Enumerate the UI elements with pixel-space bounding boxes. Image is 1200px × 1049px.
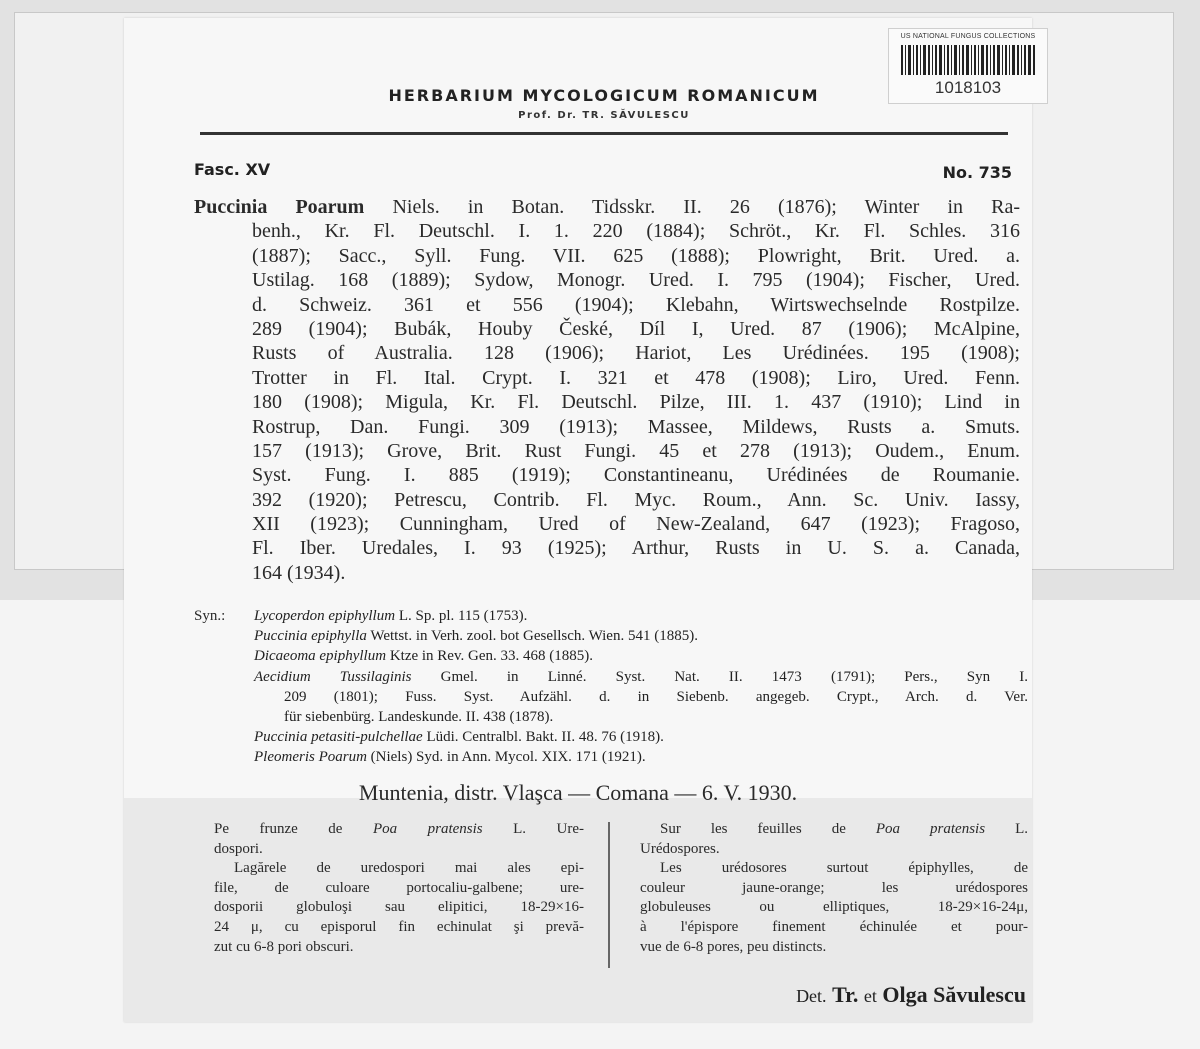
description-line: Lagărele de uredospori mai ales epi- [234,860,584,877]
species-line: Ustilag. 168 (1889); Sydow, Monogr. Ured. I. 795 (1904); Fischer, Ured. [252,269,1020,292]
determiner-name-2: Olga Săvulescu [882,982,1026,1007]
description-line: Urédospores. [640,840,720,857]
species-line: XII (1923); Cunningham, Ured of New-Zealand, 647 (1923); Fragoso, [252,513,1020,536]
barcode-number: 1018103 [934,78,1002,97]
description-line: dospori. [214,840,263,857]
description-line: Les urédosores surtout épiphylles, de [660,860,1028,877]
species-line: 392 (1920); Petrescu, Contrib. Fl. Myc. Roum., Ann. Sc. Univ. Iassy, [252,488,1020,511]
column-divider [608,822,610,968]
species-line: (1887); Sacc., Syll. Fung. VII. 625 (1888); Plowright, Brit. Ured. a. [252,244,1020,267]
species-line: d. Schweiz. 361 et 556 (1904); Klebahn, Wirtswechselnde Rostpilze. [252,293,1020,316]
collection-locality: Muntenia, distr. Vlaşca — Comana — 6. V. 1930. [358,780,798,805]
description-line: dosporii globuloşi sau elipitici, 18-29×16- [214,899,584,916]
description-line: à l'épispore finement échinulée et pour- [640,918,1028,935]
species-citation [194,195,1020,585]
description-line: Pe frunze de Poa pratensis L. Ure- [214,821,585,837]
herbarium-title: HERBARIUM MYCOLOGICUM ROMANICUM [388,86,820,105]
herbarium-subtitle: Prof. Dr. TR. SĂVULESCU [518,110,690,121]
species-line: Syst. Fung. I. 885 (1919); Constantineanu, Urédinées de Roumanie. [252,464,1020,487]
barcode-institution: US NATIONAL FUNGUS COLLECTIONS [900,33,1036,40]
exsiccata-number: No. 735 [942,163,1012,182]
species-line: Fl. Iber. Uredales, I. 93 (1925); Arthur, Rusts in U. S. a. Canada, [252,537,1020,560]
description-romanian [214,820,584,957]
synonyms-label: Syn.: [194,608,226,624]
barcode-icon [901,45,1035,75]
synonym-item: 209 (1801); Fuss. Syst. Aufzähl. d. in Siebenb. angegeb. Crypt., Arch. d. Ver. [284,688,1028,705]
synonym-item: für siebenbürg. Landeskunde. II. 438 (1878). [284,708,554,725]
synonym-item: Lycoperdon epiphyllum L. Sp. pl. 115 (1753). [254,608,528,624]
determiner-line [700,982,1026,1008]
synonyms-list [254,606,1028,768]
species-line: Rusts of Australia. 128 (1906); Hariot, Les Urédinées. 195 (1908); [252,342,1020,365]
description-line: zut cu 6-8 pori obscuri. [214,938,354,955]
description-line: couleur jaune-orange; les urédospores [640,879,1028,896]
description-line: file, de culoare portocaliu-galbene; ure- [214,879,584,896]
synonym-item: Dicaeoma epiphyllum Ktze in Rev. Gen. 33. 468 (1885). [254,648,593,665]
determiner-name-1: Tr. [832,982,859,1007]
synonym-item: Aecidium Tussilaginis Gmel. in Linné. Syst. Nat. II. 1473 (1791); Pers., Syn I. [254,668,1028,685]
description-french [640,820,1028,957]
species-line: Trotter in Fl. Ital. Crypt. I. 321 et 478 (1908); Liro, Ured. Fenn. [252,366,1020,389]
description-line: globuleuses ou elliptiques, 18-29×16-24μ, [640,899,1028,916]
synonym-item: Pleomeris Poarum (Niels) Syd. in Ann. Mycol. XIX. 171 (1921). [254,749,646,766]
species-line: Rostrup, Dan. Fungi. 309 (1913); Massee, Mildews, Rusts a. Smuts. [252,415,1020,438]
determiner-prefix: Det. [796,986,827,1006]
description-line: Sur les feuilles de Poa pratensis L. [660,821,1028,837]
determiner-connector: et [863,986,877,1006]
synonym-item: Puccinia epiphylla Wettst. in Verh. zool. bot Gesellsch. Wien. 541 (1885). [254,628,698,645]
species-line: 157 (1913); Grove, Brit. Rust Fungi. 45 et 278 (1913); Oudem., Enum. [252,439,1020,462]
description-line: 24 μ, cu episporul fin echinulat şi prevă- [214,918,584,935]
species-line: Puccinia Poarum Niels. in Botan. Tidsskr. II. 26 (1876); Winter in Ra- [194,196,1021,218]
header-rule [200,132,1008,135]
description-line: vue de 6-8 pores, peu distincts. [640,938,827,955]
species-line: benh., Kr. Fl. Deutschl. I. 1. 220 (1884); Schröt., Kr. Fl. Schles. 316 [252,220,1020,243]
species-name: Puccinia Poarum [194,196,365,218]
species-line: 180 (1908); Migula, Kr. Fl. Deutschl. Pilze, III. 1. 437 (1910); Lind in [252,391,1020,414]
synonym-item: Puccinia petasiti-pulchellae Lüdi. Centralbl. Bakt. II. 48. 76 (1918). [254,729,664,746]
fascicle-label: Fasc. XV [194,160,271,179]
species-line: 164 (1934). [252,561,346,584]
species-line: 289 (1904); Bubák, Houby České, Díl I, Ured. 87 (1906); McAlpine, [252,317,1020,340]
